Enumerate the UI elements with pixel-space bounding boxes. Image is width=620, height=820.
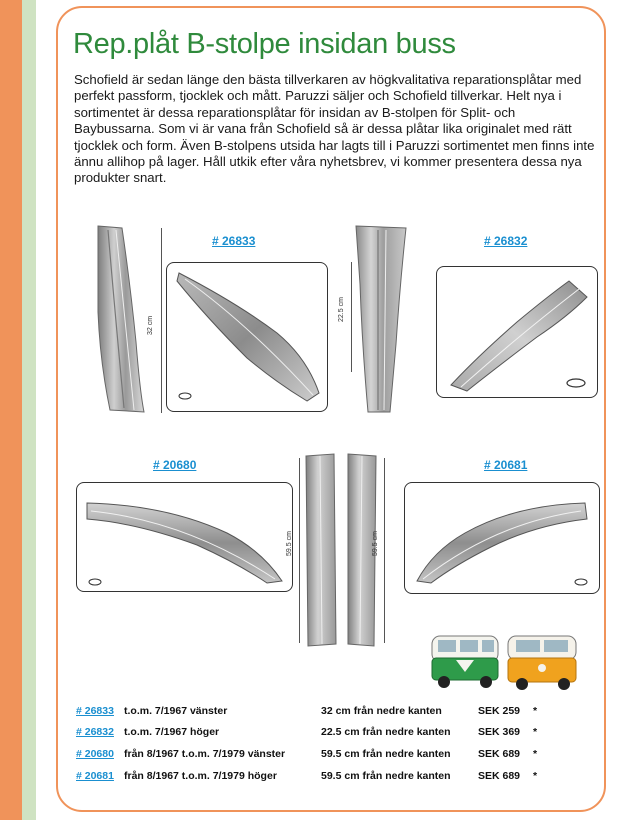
table-sku-link[interactable]: # 20681 <box>76 770 114 782</box>
table-note: * <box>533 748 538 760</box>
page-title: Rep.plåt B-stolpe insidan buss <box>73 28 456 60</box>
table-note: * <box>533 705 538 717</box>
photo-20680 <box>76 482 293 592</box>
table-description: från 8/1967 t.o.m. 7/1979 vänster <box>124 748 286 760</box>
dimension-line-26833 <box>161 228 162 413</box>
table-sku-link[interactable]: # 26833 <box>76 705 114 717</box>
table-sku-link[interactable]: # 20680 <box>76 748 114 760</box>
table-measure: 32 cm från nedre kanten <box>321 705 442 717</box>
green-vw-bus-image <box>426 628 506 690</box>
table-note: * <box>533 770 538 782</box>
table-price: SEK 369 <box>478 726 521 738</box>
rotate-icon <box>573 577 589 587</box>
panel-26832-vertical-image <box>350 224 418 414</box>
orange-vw-bus-image <box>502 630 584 692</box>
table-measure: 22.5 cm från nedre kanten <box>321 726 451 738</box>
dimension-line-26832 <box>351 262 352 372</box>
dimension-label-20681: 59.5 cm <box>372 531 379 556</box>
intro-paragraph: Schofield är sedan länge den bästa tillverkaren av högkvalitativa reparationsplåtar med perfekt passform, tjocklek och mått. Paruzzi säljer och Schofield tillverkar. Helt nya i sortimentet är dessa reparationsplåtar för insidan av B-stolpen för Split- och Baybussarna. Som vi är vana från Schofield så är dessa plåtar lika originalet med rätt tjocklek och form. Även B-stolpens utsida har lagts till i Paruzzi sortimentet men finns inte ännu allihop på lager. Håll utkik efter våra nyhetsbrev, vi kommer presentera dessa nya produkter snart. <box>74 72 595 186</box>
table-description: från 8/1967 t.o.m. 7/1979 höger <box>124 770 277 782</box>
photo-20681 <box>404 482 600 594</box>
dimension-label-26832: 22.5 cm <box>338 297 345 322</box>
product-link-20680[interactable]: # 20680 <box>153 458 197 472</box>
table-description: t.o.m. 7/1967 vänster <box>124 705 228 717</box>
dimension-line-20680 <box>299 458 300 643</box>
photo-26832 <box>436 266 598 398</box>
table-price: SEK 689 <box>478 770 521 782</box>
product-link-26832[interactable]: # 26832 <box>484 234 528 248</box>
table-measure: 59.5 cm från nedre kanten <box>321 748 451 760</box>
table-sku-link[interactable]: # 26832 <box>76 726 114 738</box>
rotate-icon <box>177 391 193 401</box>
side-stripe-orange <box>0 0 22 820</box>
panel-20680-vertical-image <box>300 452 342 648</box>
table-description: t.o.m. 7/1967 höger <box>124 726 220 738</box>
table-note: * <box>533 726 538 738</box>
product-link-20681[interactable]: # 20681 <box>484 458 528 472</box>
side-stripe-green <box>22 0 36 820</box>
dimension-line-20681 <box>384 458 385 643</box>
table-price: SEK 259 <box>478 705 521 717</box>
rotate-icon <box>87 577 103 587</box>
rotate-icon <box>565 377 587 389</box>
dimension-label-26833: 32 cm <box>147 315 154 335</box>
photo-26833 <box>166 262 328 412</box>
dimension-label-20680: 59.5 cm <box>286 531 293 556</box>
table-price: SEK 689 <box>478 748 521 760</box>
product-link-26833[interactable]: # 26833 <box>212 234 256 248</box>
table-measure: 59.5 cm från nedre kanten <box>321 770 451 782</box>
